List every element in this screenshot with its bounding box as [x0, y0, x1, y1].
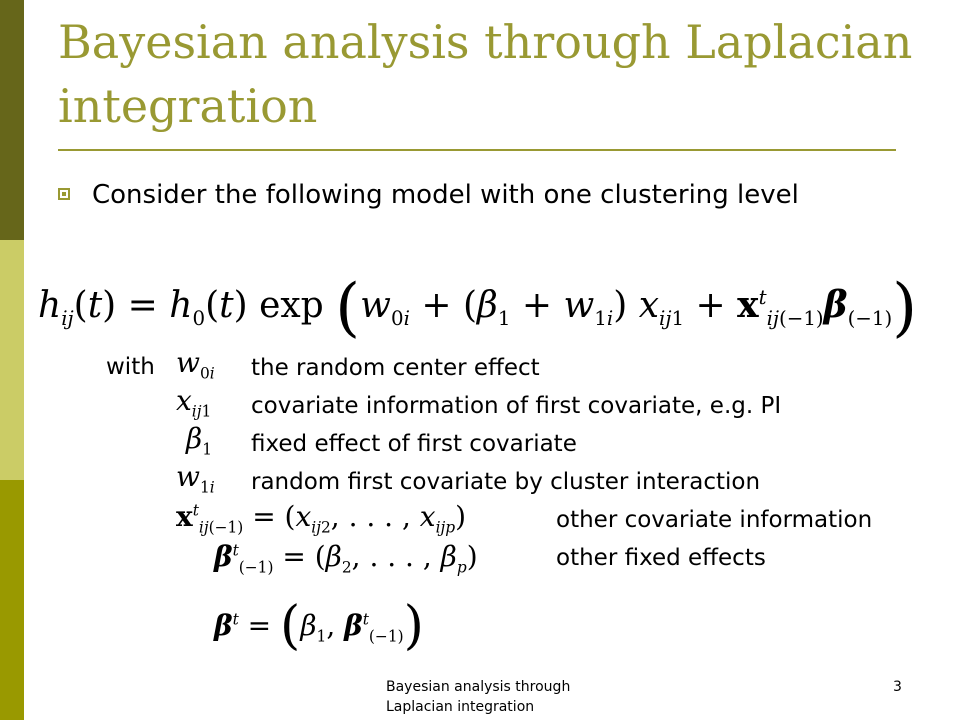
definition-5: other covariate information — [556, 507, 873, 533]
definition-2: covariate information of first covariate, e.g. PI — [251, 393, 782, 419]
left-bar-dark — [0, 0, 24, 240]
symbol-w0i: $w_{0i}$ — [176, 346, 215, 383]
footer-text: Bayesian analysis through Laplacian integration — [386, 679, 571, 715]
definition-1: the random center effect — [251, 355, 540, 381]
title-underline — [58, 149, 896, 151]
definition-6: other fixed effects — [556, 545, 766, 571]
definition-3: fixed effect of first covariate — [251, 431, 577, 457]
equation-edge-marker — [18, 262, 24, 342]
left-bar-mid — [0, 480, 24, 720]
hazard-model-equation — [18, 258, 954, 348]
symbol-beta1: $\beta_1$ — [186, 422, 212, 459]
bullet-item — [58, 178, 918, 212]
with-label: with — [106, 354, 155, 380]
bullet-text: Consider the following model with one clustering level — [92, 180, 799, 210]
page-number: 3 — [893, 679, 902, 695]
slide-title: Bayesian analysis through Laplacian integration — [58, 15, 913, 133]
definition-4: random first covariate by cluster interaction — [251, 469, 761, 495]
symbol-w1i: $w_{1i}$ — [176, 460, 215, 497]
symbol-beta-other: $\beta^t_{(-1)} = (\beta_2$, . . . , $\beta_p$) — [214, 540, 478, 577]
symbol-xij1: $x_{ij1}$ — [176, 384, 212, 421]
equation-formula: $h_{ij}(t) = h_0(t)$ $\exp (w_{0i} + (\beta_1 + w_{1i}) x_{ij1} + x^t_{ij(-1)}\beta_{(-1)})$ — [38, 271, 918, 345]
symbol-beta-vector: $\beta^t = (\beta_1$, $\beta^t_{(-1)}$) — [214, 596, 424, 656]
square-bullet-icon — [58, 188, 70, 200]
symbol-x-other: $x^t_{ij(-1)} = (x_{ij2}$, . . . , $x_{ijp}$) — [176, 500, 467, 537]
